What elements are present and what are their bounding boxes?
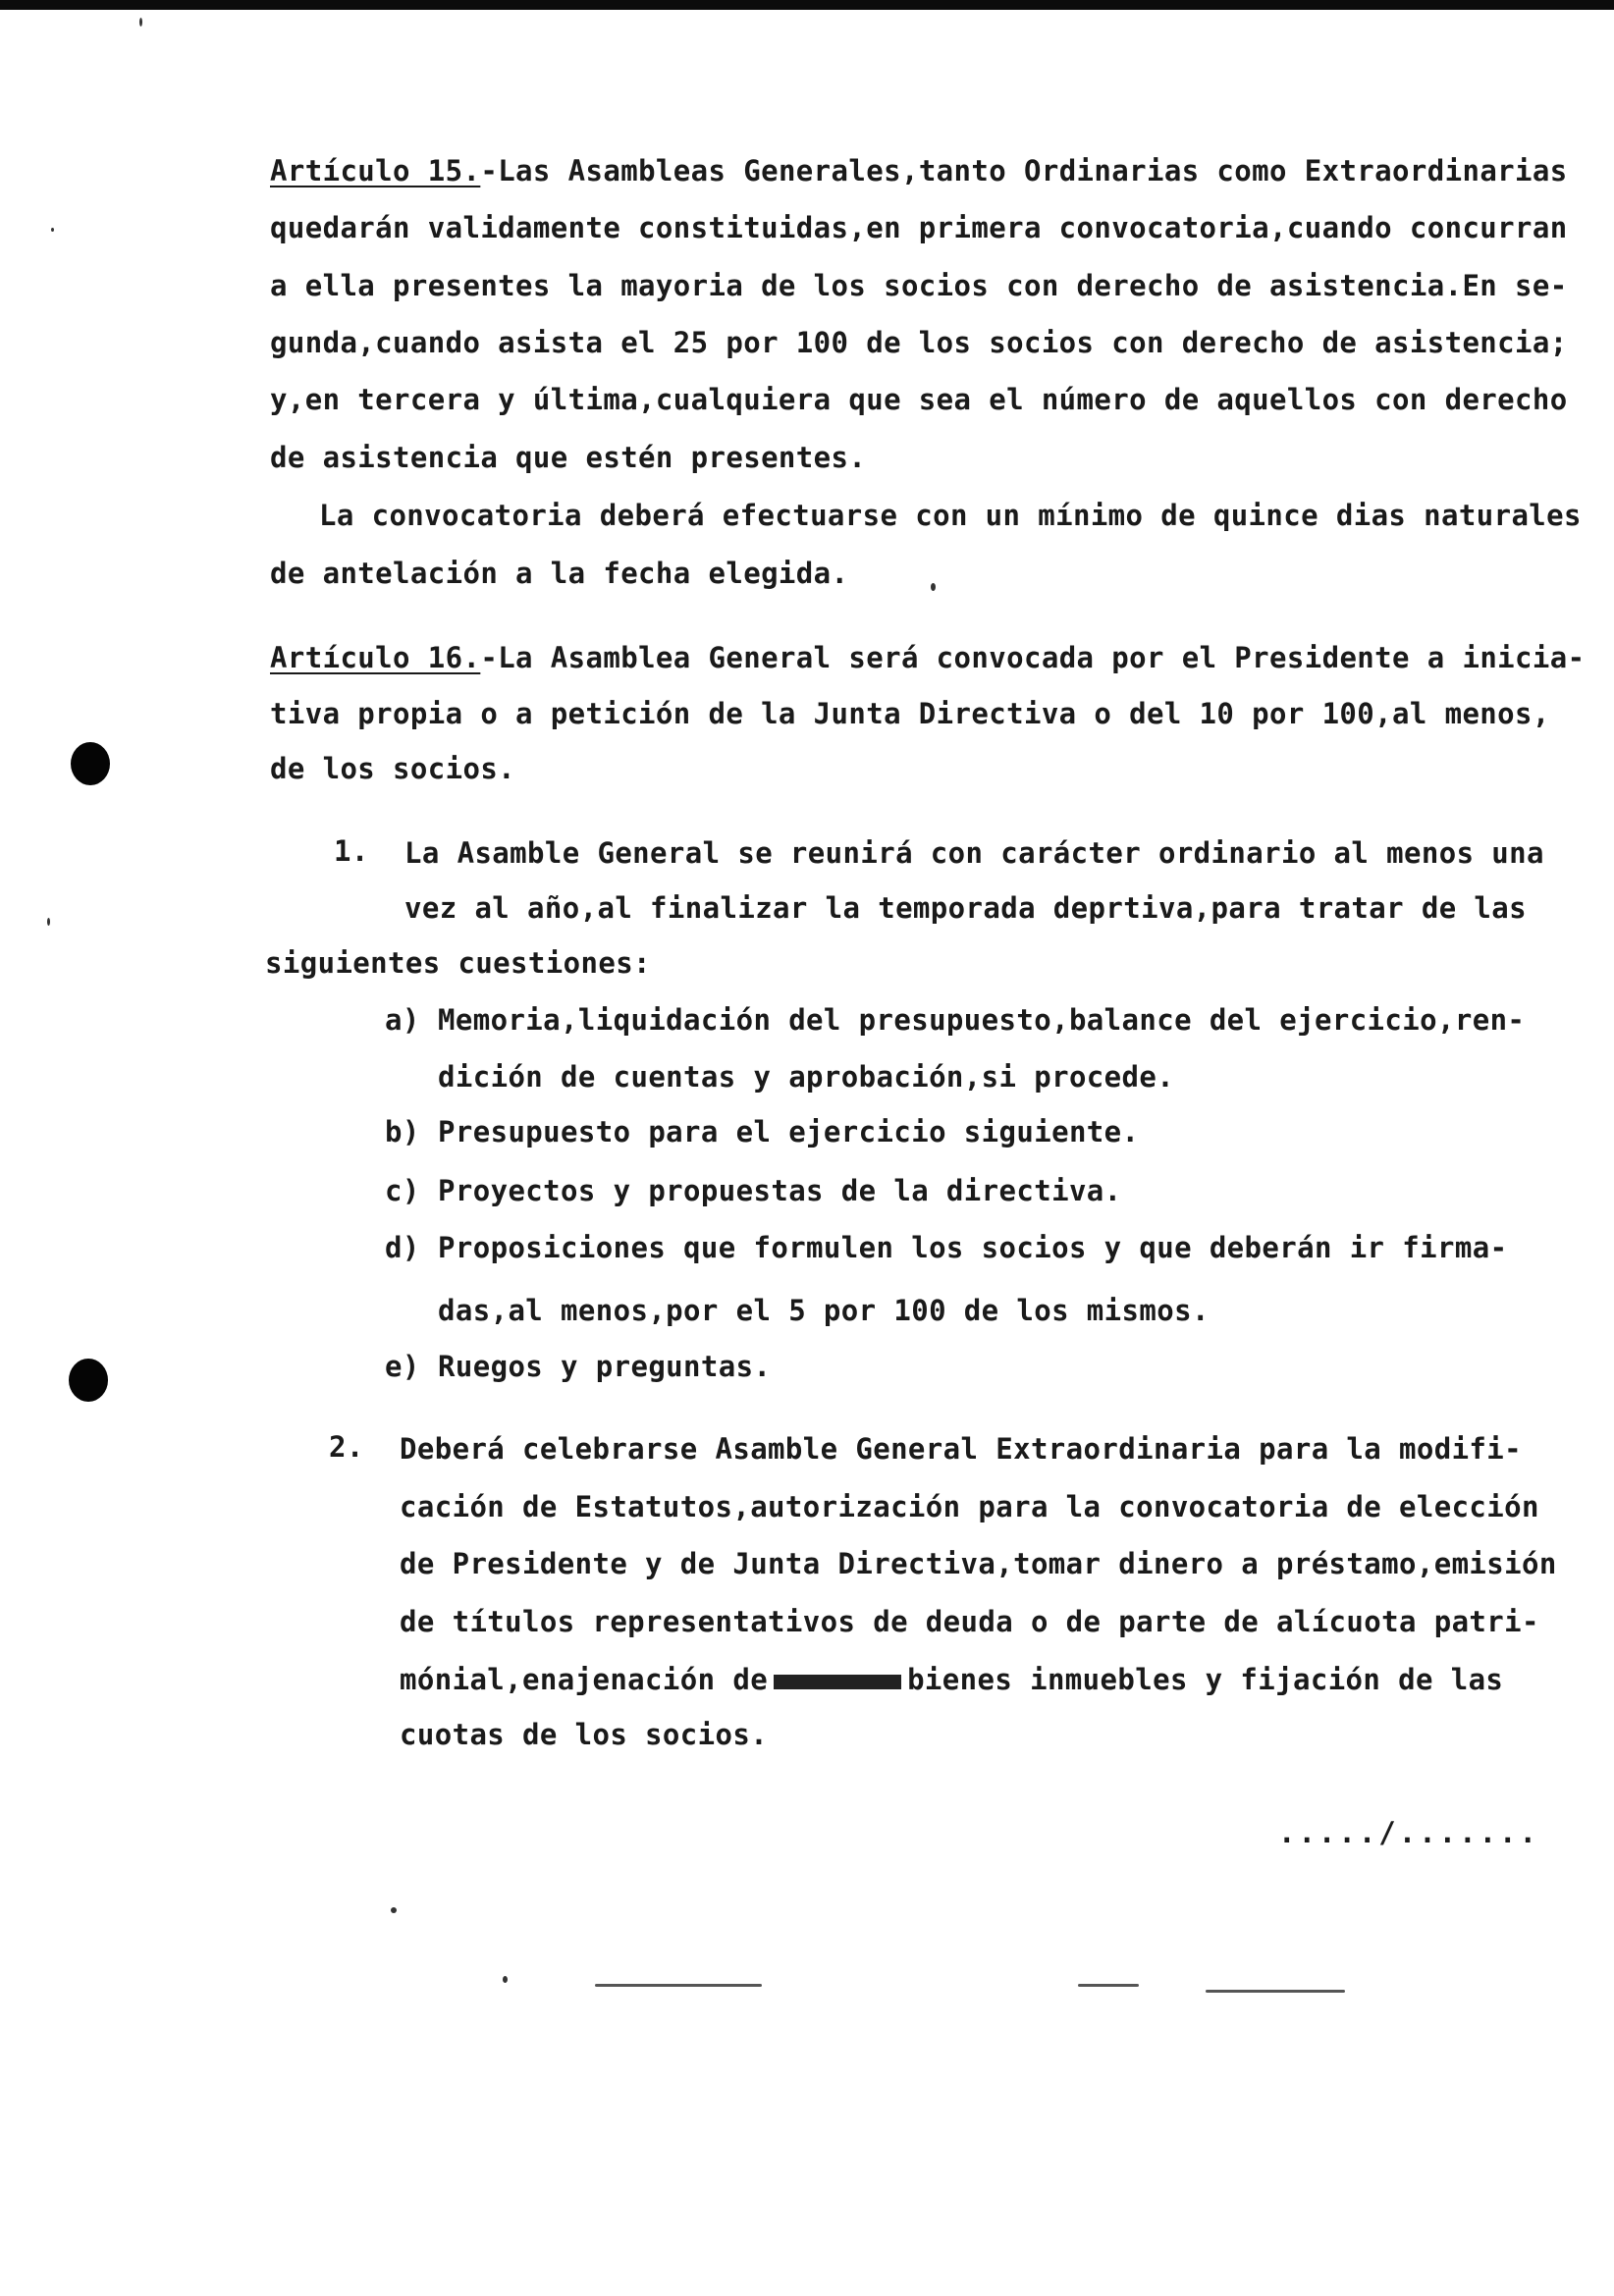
struck-out-text [774, 1675, 901, 1689]
subitem-a-letter: a) [385, 1003, 420, 1037]
item1-line-2: vez al año,al finalizar la temporada deprtiva,para tratar de las [404, 891, 1528, 925]
art15-line-6: de asistencia que estén presentes. [270, 441, 867, 474]
subitem-c-line-1: Proyectos y propuestas de la directiva. [438, 1174, 1122, 1207]
item1-line-3: siguientes cuestiones: [265, 946, 651, 980]
scan-speck [391, 1907, 397, 1913]
scan-speck [139, 18, 142, 27]
scan-smudge [1206, 1990, 1345, 1993]
art16-line-2: tiva propia o a petición de la Junta Directiva o del 10 por 100,al menos, [270, 697, 1550, 730]
item2-line-3: de Presidente y de Junta Directiva,tomar dinero a préstamo,emisión [400, 1547, 1557, 1580]
subitem-b-letter: b) [385, 1115, 420, 1148]
punch-hole-lower [69, 1359, 108, 1402]
art16-line-3: de los socios. [270, 752, 516, 785]
subitem-c-letter: c) [385, 1174, 420, 1207]
item2-number: 2. [329, 1430, 364, 1464]
subitem-d-line-2: das,al menos,por el 5 por 100 de los mismos. [438, 1294, 1210, 1327]
art16-line-1: Artículo 16.-La Asamblea General será convocada por el Presidente a inicia- [270, 641, 1586, 674]
art16-heading: Artículo 16. [270, 641, 481, 674]
subitem-e-letter: e) [385, 1350, 420, 1383]
item1-line-1: La Asamble General se reunirá con carácter ordinario al menos una [404, 836, 1544, 870]
item1-number: 1. [334, 834, 369, 868]
scan-speck [47, 918, 50, 926]
scan-speck [931, 583, 936, 591]
art15-par2-line-2: de antelación a la fecha elegida. [270, 557, 849, 590]
art15-par2-line-1: La convocatoria deberá efectuarse con un mínimo de quince dias naturales [319, 499, 1582, 532]
subitem-d-letter: d) [385, 1231, 420, 1264]
subitem-a-line-1: Memoria,liquidación del presupuesto,balance del ejercicio,ren- [438, 1003, 1526, 1037]
subitem-b-line-1: Presupuesto para el ejercicio siguiente. [438, 1115, 1140, 1148]
item2-line-5: mónial,enajenación de bienes inmuebles y fijación de las [400, 1663, 1504, 1696]
item2-line-6: cuotas de los socios. [400, 1718, 769, 1751]
scan-speck [51, 228, 54, 232]
art15-line-3: a ella presentes la mayoria de los socios con derecho de asistencia.En se- [270, 269, 1568, 302]
art15-line-5: y,en tercera y última,cualquiera que sea el número de aquellos con derecho [270, 383, 1568, 416]
scan-smudge [1078, 1984, 1139, 1987]
page-top-edge [0, 0, 1614, 10]
subitem-a-line-2: dición de cuentas y aprobación,si procede. [438, 1060, 1175, 1094]
item2-line-1: Deberá celebrarse Asamble General Extraordinaria para la modifi- [400, 1432, 1523, 1466]
art15-line-2: quedarán validamente constituidas,en primera convocatoria,cuando concurran [270, 211, 1568, 244]
continuation-mark: ...../....... [1278, 1816, 1539, 1849]
art15-line-4: gunda,cuando asista el 25 por 100 de los socios con derecho de asistencia; [270, 326, 1568, 359]
item2-line-2: cación de Estatutos,autorización para la convocatoria de elección [400, 1490, 1539, 1523]
punch-hole-upper [71, 742, 110, 785]
scan-smudge [595, 1984, 762, 1987]
subitem-d-line-1: Proposiciones que formulen los socios y que deberán ir firma- [438, 1231, 1508, 1264]
scan-speck [503, 1976, 508, 1983]
subitem-e-line-1: Ruegos y preguntas. [438, 1350, 772, 1383]
art15-heading: Artículo 15. [270, 154, 481, 187]
item2-line-4: de títulos representativos de deuda o de parte de alícuota patri- [400, 1605, 1539, 1638]
art15-line-1: Artículo 15.-Las Asambleas Generales,tanto Ordinarias como Extraordinarias [270, 154, 1568, 187]
